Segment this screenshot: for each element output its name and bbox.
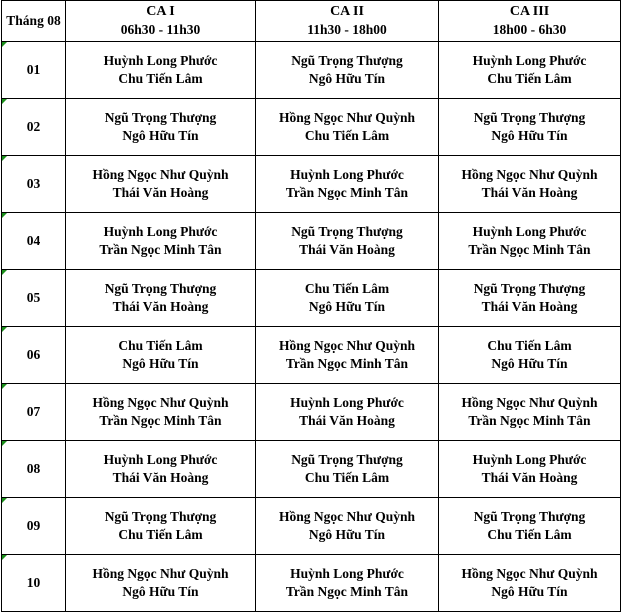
shift-cell (256, 441, 439, 498)
shift-header-2 (256, 1, 439, 42)
table-row (2, 270, 621, 327)
table-row (2, 327, 621, 384)
staff-name: Ngô Hữu Tín (308, 527, 386, 542)
staff-name: Ngô Hữu Tín (491, 584, 568, 599)
staff-name: Huỳnh Long Phước (472, 452, 587, 467)
shift-cell (439, 555, 621, 612)
shift-cell (256, 270, 439, 327)
staff-name: Ngũ Trọng Thượng (104, 110, 217, 125)
day-cell: 05 (2, 270, 66, 327)
shift-cell (256, 327, 439, 384)
table-row (2, 99, 621, 156)
shift-header-1 (66, 1, 256, 42)
staff-name: Hồng Ngọc Như Quỳnh (461, 167, 598, 182)
staff-name: Chu Tiến Lâm (118, 527, 203, 542)
day-cell: 04 (2, 213, 66, 270)
shift-header-3 (439, 1, 621, 42)
shift-time: 18h00 - 6h30 (492, 22, 567, 37)
staff-name: Huỳnh Long Phước (290, 566, 404, 581)
day-cell: 03 (2, 156, 66, 213)
staff-name: Hồng Ngọc Như Quỳnh (92, 566, 229, 581)
staff-name: Ngũ Trọng Thượng (291, 224, 403, 239)
staff-name: Ngô Hữu Tín (122, 128, 199, 143)
staff-name: Huỳnh Long Phước (290, 167, 404, 182)
shift-name: CA I (146, 4, 175, 19)
shift-name: CA III (509, 4, 550, 19)
table-row (2, 498, 621, 555)
staff-name: Ngũ Trọng Thượng (473, 110, 586, 125)
shift-cell (256, 213, 439, 270)
staff-name: Thái Văn Hoàng (481, 299, 578, 314)
shift-cell (256, 156, 439, 213)
staff-name: Huỳnh Long Phước (472, 224, 587, 239)
staff-name: Ngũ Trọng Thượng (291, 452, 403, 467)
staff-name: Thái Văn Hoàng (299, 413, 395, 428)
table-row (2, 213, 621, 270)
staff-name: Chu Tiến Lâm (487, 338, 572, 353)
shift-name: CA II (330, 4, 364, 19)
shift-cell (256, 384, 439, 441)
shift-cell (256, 498, 439, 555)
staff-name: Ngũ Trọng Thượng (291, 53, 403, 68)
shift-cell (66, 384, 256, 441)
staff-name: Hồng Ngọc Như Quỳnh (461, 395, 598, 410)
staff-name: Ngô Hữu Tín (491, 356, 568, 371)
day-cell: 09 (2, 498, 66, 555)
shift-time: 11h30 - 18h00 (307, 22, 387, 37)
shift-cell (66, 213, 256, 270)
shift-cell (439, 270, 621, 327)
staff-name: Chu Tiến Lâm (118, 338, 203, 353)
shift-cell (439, 42, 621, 99)
staff-name: Chu Tiến Lâm (304, 470, 390, 485)
header-row (2, 1, 621, 42)
shift-cell (256, 555, 439, 612)
staff-name: Thái Văn Hoàng (299, 242, 395, 257)
staff-name: Hồng Ngọc Như Quỳnh (92, 395, 229, 410)
staff-name: Thái Văn Hoàng (112, 470, 209, 485)
shift-cell (439, 498, 621, 555)
table-row (2, 441, 621, 498)
staff-name: Hồng Ngọc Như Quỳnh (461, 566, 598, 581)
staff-name: Ngô Hữu Tín (122, 356, 199, 371)
shift-cell (256, 42, 439, 99)
shift-cell (66, 99, 256, 156)
staff-name: Huỳnh Long Phước (290, 395, 404, 410)
shift-cell (66, 441, 256, 498)
day-cell: 02 (2, 99, 66, 156)
staff-name: Huỳnh Long Phước (472, 53, 587, 68)
staff-name: Chu Tiến Lâm (304, 281, 390, 296)
staff-name: Chu Tiến Lâm (118, 71, 203, 86)
shift-cell (439, 156, 621, 213)
table-row (2, 384, 621, 441)
staff-name: Trần Ngọc Minh Tân (99, 242, 222, 257)
table-row (2, 156, 621, 213)
staff-name: Thái Văn Hoàng (112, 299, 209, 314)
staff-name: Hồng Ngọc Như Quỳnh (278, 338, 415, 353)
staff-name: Ngô Hữu Tín (308, 71, 386, 86)
shift-cell (439, 441, 621, 498)
staff-name: Hồng Ngọc Như Quỳnh (278, 509, 415, 524)
staff-name: Trần Ngọc Minh Tân (285, 185, 409, 200)
shift-cell (66, 156, 256, 213)
staff-name: Chu Tiến Lâm (487, 527, 572, 542)
shift-cell (66, 498, 256, 555)
staff-name: Huỳnh Long Phước (103, 53, 218, 68)
shift-time: 06h30 - 11h30 (120, 22, 201, 37)
staff-name: Thái Văn Hoàng (481, 185, 578, 200)
staff-name: Huỳnh Long Phước (103, 224, 218, 239)
shift-cell (66, 270, 256, 327)
staff-name: Huỳnh Long Phước (103, 452, 218, 467)
day-cell: 08 (2, 441, 66, 498)
shift-cell (256, 99, 439, 156)
staff-name: Chu Tiến Lâm (487, 71, 572, 86)
staff-name: Ngũ Trọng Thượng (104, 281, 217, 296)
table-row (2, 555, 621, 612)
staff-name: Hồng Ngọc Như Quỳnh (278, 110, 415, 125)
shift-cell (66, 42, 256, 99)
staff-name: Thái Văn Hoàng (112, 185, 209, 200)
staff-name: Ngô Hữu Tín (122, 584, 199, 599)
shift-cell (66, 555, 256, 612)
staff-name: Thái Văn Hoàng (481, 470, 578, 485)
staff-name: Ngũ Trọng Thượng (473, 281, 586, 296)
staff-name: Trần Ngọc Minh Tân (468, 413, 591, 428)
staff-name: Trần Ngọc Minh Tân (468, 242, 591, 257)
day-cell: 06 (2, 327, 66, 384)
shift-cell (66, 327, 256, 384)
month-header: Tháng 08 (2, 1, 66, 42)
shift-cell (439, 384, 621, 441)
shift-cell (439, 327, 621, 384)
staff-name: Hồng Ngọc Như Quỳnh (92, 167, 229, 182)
shift-cell (439, 99, 621, 156)
shift-cell (439, 213, 621, 270)
staff-name: Chu Tiến Lâm (304, 128, 390, 143)
day-cell: 07 (2, 384, 66, 441)
staff-name: Ngô Hữu Tín (308, 299, 386, 314)
table-row (2, 42, 621, 99)
day-cell: 10 (2, 555, 66, 612)
staff-name: Ngũ Trọng Thượng (473, 509, 586, 524)
staff-name: Trần Ngọc Minh Tân (285, 584, 409, 599)
staff-name: Trần Ngọc Minh Tân (285, 356, 409, 371)
day-cell: 01 (2, 42, 66, 99)
staff-name: Ngô Hữu Tín (491, 128, 568, 143)
staff-name: Ngũ Trọng Thượng (104, 509, 217, 524)
shift-schedule-table (1, 0, 621, 612)
staff-name: Trần Ngọc Minh Tân (99, 413, 222, 428)
